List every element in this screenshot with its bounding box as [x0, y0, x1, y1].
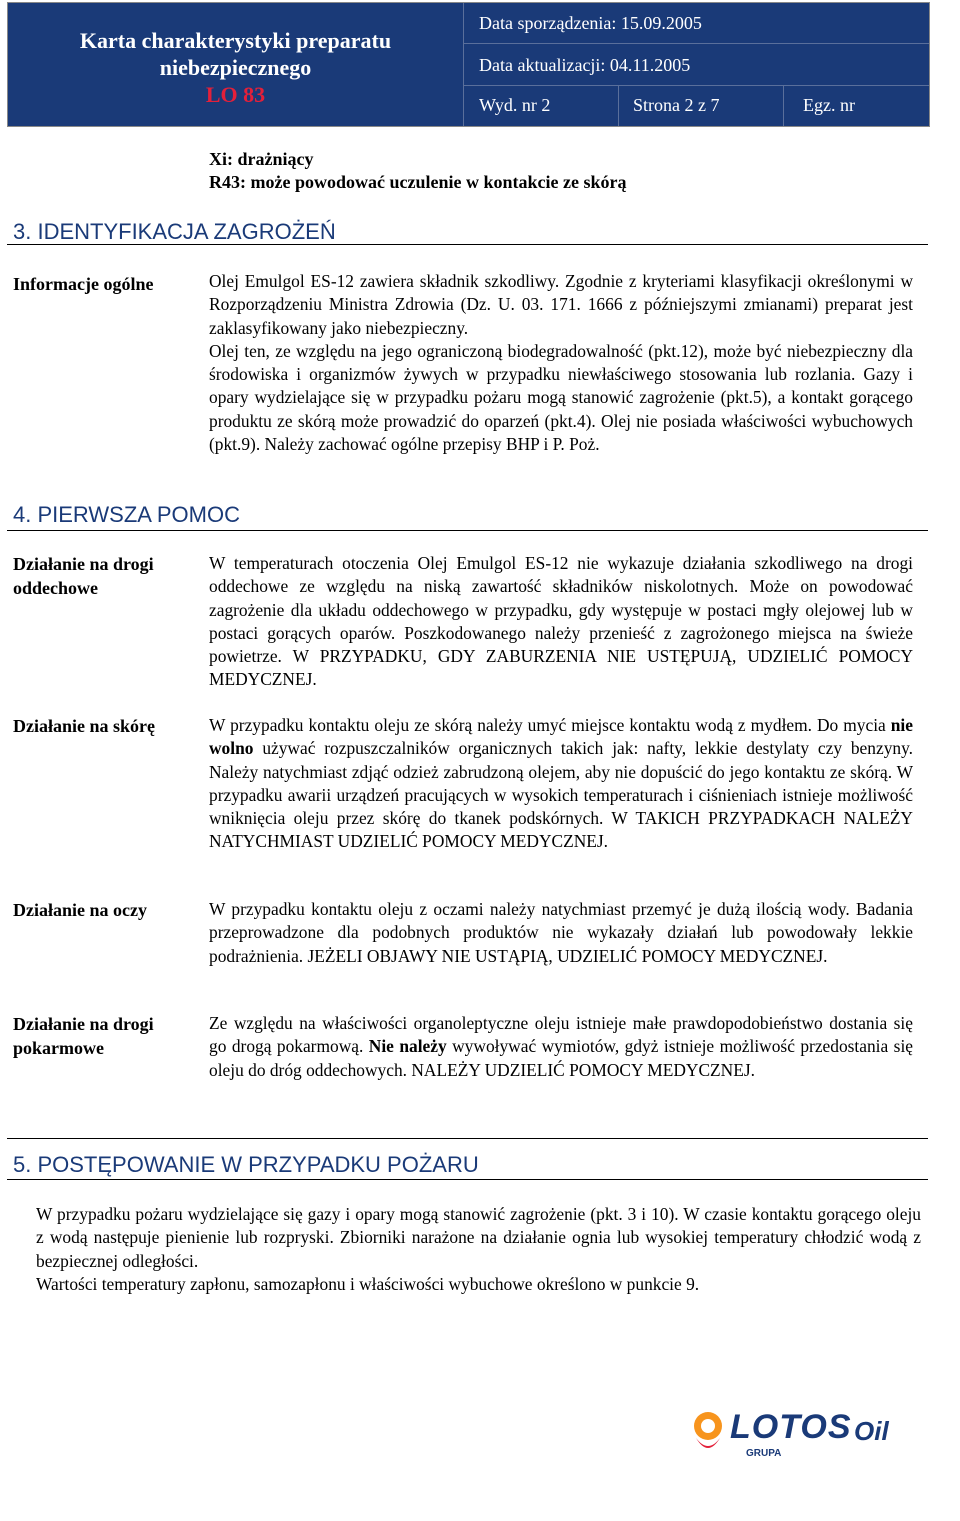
general-info-paragraph-2: Olej ten, ze względu na jego ograniczoną biodegradowalność (pkt.12), może być niebezpieczny dla środowiska i organizmów żywych w przypadku niewłaściwego stosowania lub rozlania. Gazy i opary wydzielające się w przypadku pożaru mogą stanowić zagrożenie (pkt.5), a kontakt gorącego produktu ze skórą może prowadzić do oparzeń (pkt.4). Olej nie posiada właściwości wybuchowych (pkt.9). Należy zachować ogólne przepisy BHP i P. Poż.: [209, 340, 913, 455]
fire-paragraph-1: W przypadku pożaru wydzielające się gazy i opary mogą stanowić zagrożenie (pkt. 3 i 10). W czasie kontaktu gorącego oleju z wodą następuje pienienie lub rozpryski. Zbiorniki narażone na działanie ognia lub wysokiej temperatury chłodzić wodą z bezpiecznej odległości.: [36, 1204, 921, 1271]
logo-suffix: Oil: [854, 1416, 889, 1446]
date-created: Data sporządzenia: 15.09.2005: [479, 13, 702, 33]
header-meta: [463, 3, 929, 126]
section-5-title: 5. POSTĘPOWANIE W PRZYPADKU POŻARU: [13, 1152, 479, 1177]
divider: [618, 85, 619, 126]
section-divider: [7, 244, 928, 245]
lotos-logo: [690, 1408, 900, 1468]
skin-text-bold: nie wolno: [209, 715, 913, 759]
copy-number: Egz. nr: [803, 95, 855, 115]
document-header: [7, 2, 930, 127]
ingestion-text-b: wywoływać wymiotów, gdyż istnieje możliwość przedostania się oleju do dróg oddechowych. NALEŻY UDZIELIĆ POMOCY MEDYCZNEJ.: [209, 1036, 913, 1080]
general-info-paragraph-1: Olej Emulgol ES-12 zawiera składnik szkodliwy. Zgodnie z kryteriami klasyfikacji określonymi w Rozporządzeniu Ministra Zdrowia (Dz. U. 03. 171. 1666 z późniejszymi zmianami) preparat jest zaklasyfikowany jako niebezpieczny.: [209, 271, 913, 338]
date-updated: Data aktualizacji: 04.11.2005: [479, 55, 691, 75]
skin-text-a: W przypadku kontaktu oleju ze skórą należy umyć miejsce kontaktu wodą z mydłem. Do mycia: [209, 715, 886, 735]
divider: [463, 85, 929, 86]
eyes-text: W przypadku kontaktu oleju z oczami należy natychmiast przemyć je dużą ilością wody. Badania przeprowadzone dla podobnych produktów nie wykazały działań lub powodowały lekkie podrażnienia. JEŻELI OBJAWY NIE USTĄPIĄ, UDZIELIĆ POMOCY MEDYCZNEJ.: [209, 899, 913, 966]
fire-paragraph-2: Wartości temperatury zapłonu, samozapłonu i właściwości wybuchowe określono w punkcie 9.: [36, 1273, 700, 1294]
skin-text: [209, 714, 913, 854]
logo-brand: LOTOS: [730, 1408, 852, 1446]
general-info-text: [209, 270, 913, 456]
divider: [463, 43, 929, 44]
eyes-label: Działanie na oczy: [13, 900, 147, 920]
product-code: LO 83: [205, 82, 266, 107]
classification-xi: Xi: drażniący: [209, 149, 314, 169]
page-number: Strona 2 z 7: [633, 95, 720, 115]
header-title-block: [8, 3, 463, 126]
classification: [209, 148, 626, 194]
ingestion-text-a: Ze względu na właściwości organoleptyczne oleju istnieje małe prawdopodobieństwo dostania się go drogą pokarmową.: [209, 1013, 913, 1057]
fire-text: [36, 1203, 921, 1296]
classification-r43: R43: może powodować uczulenie w kontakcie ze skórą: [209, 172, 627, 192]
section-divider: [7, 530, 928, 531]
ingestion-text-bold: Nie należy: [368, 1036, 447, 1057]
general-info-label: Informacje ogólne: [13, 274, 154, 294]
ingestion-label: Działanie na drogi pokarmowe: [13, 1014, 154, 1058]
section-divider: [7, 1138, 928, 1139]
inhalation-text: W temperaturach otoczenia Olej Emulgol ES-12 nie wykazuje działania szkodliwego na drogi oddechowe ze względu na niską zawartość składników niskolotnych. Może on powodować zagrożenie dla układu oddechowego w przypadku, gdy występuje w postaci mgły olejowej lub w postaci gorących oparów. Poszkodowanego należy przenieść z zagrożonego miejsca na świeże powietrze. W PRZYPADKU, GDY ZABURZENIA NIE USTĘPUJĄ, UDZIELIĆ POMOCY MEDYCZNEJ.: [209, 553, 913, 690]
skin-label: Działanie na skórę: [13, 716, 155, 736]
header-title-line1: Karta charakterystyki preparatu: [79, 28, 392, 53]
logo-group: GRUPA: [746, 1448, 782, 1459]
edition-number: Wyd. nr 2: [479, 95, 551, 115]
ingestion-text: [209, 1012, 913, 1082]
section-3-title: 3. IDENTYFIKACJA ZAGROŻEŃ: [13, 219, 336, 244]
section-4-title: 4. PIERWSZA POMOC: [13, 502, 240, 527]
divider: [783, 85, 784, 126]
inhalation-label: Działanie na drogi oddechowe: [13, 554, 154, 598]
section-divider: [7, 1179, 928, 1180]
header-title-line2: niebezpiecznego: [159, 55, 312, 80]
skin-text-b: używać rozpuszczalników organicznych takich jak: nafty, lekkie destylaty czy benzyny. Należy natychmiast zdjąć odzież zabrudzoną olejem, aby nie dopuścić do jego kontaktu ze skórą. W przypadku awarii urządzeń pracujących w wysokich temperaturach i ciśnieniach istnieje możliwość wniknięcia oleju przez skórę do tkanek podskórnych. W TAKICH PRZYPADKACH NALEŻY NATYCHMIAST UDZIELIĆ POMOCY MEDYCZNEJ.: [209, 738, 913, 852]
